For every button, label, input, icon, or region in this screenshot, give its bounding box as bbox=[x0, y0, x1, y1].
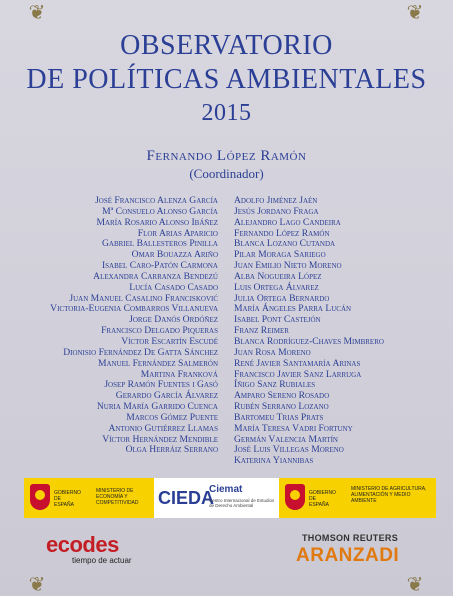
author-name: Luis Ortega Álvarez bbox=[234, 281, 319, 293]
author-name: Blanca Rodríguez-Chaves Mimbrero bbox=[234, 335, 384, 347]
ministry-economy-logo bbox=[24, 478, 154, 518]
author-name: Julia Ortega Bernardo bbox=[234, 292, 330, 304]
author-name: María Ángeles Parra Lucán bbox=[234, 303, 352, 315]
ecodes-tagline: tiempo de actuar bbox=[72, 556, 132, 565]
authors-right-column bbox=[234, 196, 384, 467]
author-name: Amparo Sereno Rosado bbox=[234, 390, 330, 402]
author-name: Víctor Escartín Escudé bbox=[121, 335, 218, 347]
author-name: María Teresa Vadri Fortuny bbox=[234, 422, 353, 434]
author-name: Marcos Gómez Puente bbox=[126, 411, 218, 423]
author-name: Olga Herráiz Serrano bbox=[125, 444, 218, 456]
author-name: Franz Reimer bbox=[234, 325, 289, 337]
author-name: Victoria-Eugenia Combarros Villanueva bbox=[50, 303, 218, 315]
author-name: Francisco Javier Sanz Larruga bbox=[234, 368, 362, 380]
author-name: Juan Rosa Moreno bbox=[234, 346, 311, 358]
ministry-label: MINISTERIO DE AGRICULTURA, ALIMENTACIÓN Y MEDIO AMBIENTE bbox=[351, 486, 427, 504]
author-name: Flor Arias Aparicio bbox=[137, 227, 218, 239]
ecodes-logo: ecodes bbox=[46, 532, 119, 557]
author-name: Martina Franková bbox=[140, 368, 218, 380]
author-name: Manuel Fernández Salmerón bbox=[97, 357, 218, 369]
author-name: Adolfo Jiménez Jaén bbox=[234, 195, 318, 206]
author-name: Josep Ramón Fuentes i Gasó bbox=[104, 379, 218, 391]
author-name: Jesús Jordano Fraga bbox=[234, 205, 319, 217]
cieda-logo bbox=[154, 478, 279, 518]
ornament-icon: ❦ bbox=[28, 574, 46, 596]
gov-label: GOBIERNO DE ESPAÑA bbox=[54, 490, 81, 508]
author-name: Gerardo García Álvarez bbox=[115, 390, 218, 402]
ministry-label: MINISTERIO DE ECONOMÍA Y COMPETITIVIDAD bbox=[96, 488, 139, 506]
author-name: Alejandro Lago Candeira bbox=[234, 216, 341, 228]
ornament-icon: ❦ bbox=[406, 574, 424, 596]
gov-label: GOBIERNO DE ESPAÑA bbox=[309, 490, 336, 508]
author-name: Antonio Gutiérrez Llamas bbox=[108, 422, 218, 434]
author-name: Lucía Casado Casado bbox=[129, 281, 218, 293]
author-name: Juan Manuel Casalino Francisković bbox=[69, 292, 218, 304]
coordinator-role: (Coordinador) bbox=[189, 166, 264, 181]
author-name: Juan Emilio Nieto Moreno bbox=[234, 260, 342, 272]
ornament-icon: ❦ bbox=[406, 2, 424, 24]
author-name: Isabel Pont Castejón bbox=[234, 314, 321, 326]
author-name: María Rosario Alonso Ibáñez bbox=[96, 216, 218, 228]
author-name: Rubén Serrano Lozano bbox=[234, 401, 329, 413]
author-name: José Francisco Alenza García bbox=[95, 195, 218, 206]
coat-of-arms-icon bbox=[30, 484, 50, 510]
thomson-reuters-label: THOMSON REUTERS bbox=[302, 533, 399, 543]
author-name: Fernando López Ramón bbox=[234, 227, 330, 239]
author-name: Bartomeu Trias Prats bbox=[234, 411, 324, 423]
author-name: Íñigo Sanz Rubiales bbox=[234, 379, 316, 391]
sponsor-band bbox=[24, 478, 436, 518]
author-name: Katerina Yiannibas bbox=[234, 455, 314, 467]
author-name: René Javier Santamaría Arinas bbox=[234, 357, 361, 369]
ministry-agriculture-logo bbox=[279, 478, 436, 518]
author-name: Jorge Danós Ordóñez bbox=[129, 314, 218, 326]
author-name: Pilar Moraga Sariego bbox=[234, 249, 326, 261]
author-name: Gabriel Ballesteros Pinilla bbox=[101, 238, 218, 250]
author-name: Blanca Lozano Cutanda bbox=[234, 238, 336, 250]
title-line-2: DE POLÍTICAS AMBIENTALES bbox=[26, 64, 427, 95]
coordinator-name: Fernando López Ramón bbox=[146, 148, 307, 164]
author-name: Germán Valencia Martín bbox=[234, 433, 338, 445]
title-line-1: OBSERVATORIO bbox=[120, 30, 333, 61]
author-name: Dionisio Fernández De Gatta Sánchez bbox=[63, 346, 218, 358]
cieda-subtitle: Centro Internacional de Estudios de Derecho Ambiental bbox=[209, 498, 275, 508]
author-name: Mª Consuelo Alonso García bbox=[102, 205, 218, 217]
author-name: Francisco Delgado Piqueras bbox=[101, 325, 218, 337]
author-name: Víctor Hernández Mendible bbox=[102, 433, 218, 445]
ciemat-wordmark: Ciemat bbox=[209, 484, 243, 495]
aranzadi-logo: ARANZADI bbox=[296, 545, 400, 566]
cieda-wordmark: CIEDA bbox=[158, 488, 215, 508]
author-name: Alba Nogueira López bbox=[234, 270, 322, 282]
title-year: 2015 bbox=[201, 100, 252, 126]
author-name: José Luis Villegas Moreno bbox=[234, 444, 344, 456]
author-name: Alexandra Carranza Bendezú bbox=[93, 270, 218, 282]
coat-of-arms-icon bbox=[285, 484, 305, 510]
author-name: Nuria María Garrido Cuenca bbox=[96, 401, 218, 413]
author-name: Omar Bouazza Ariño bbox=[131, 249, 218, 261]
authors-left-column bbox=[50, 196, 218, 456]
ornament-icon: ❦ bbox=[28, 2, 46, 24]
author-name: Isabel Caro-Patón Carmona bbox=[101, 260, 218, 272]
